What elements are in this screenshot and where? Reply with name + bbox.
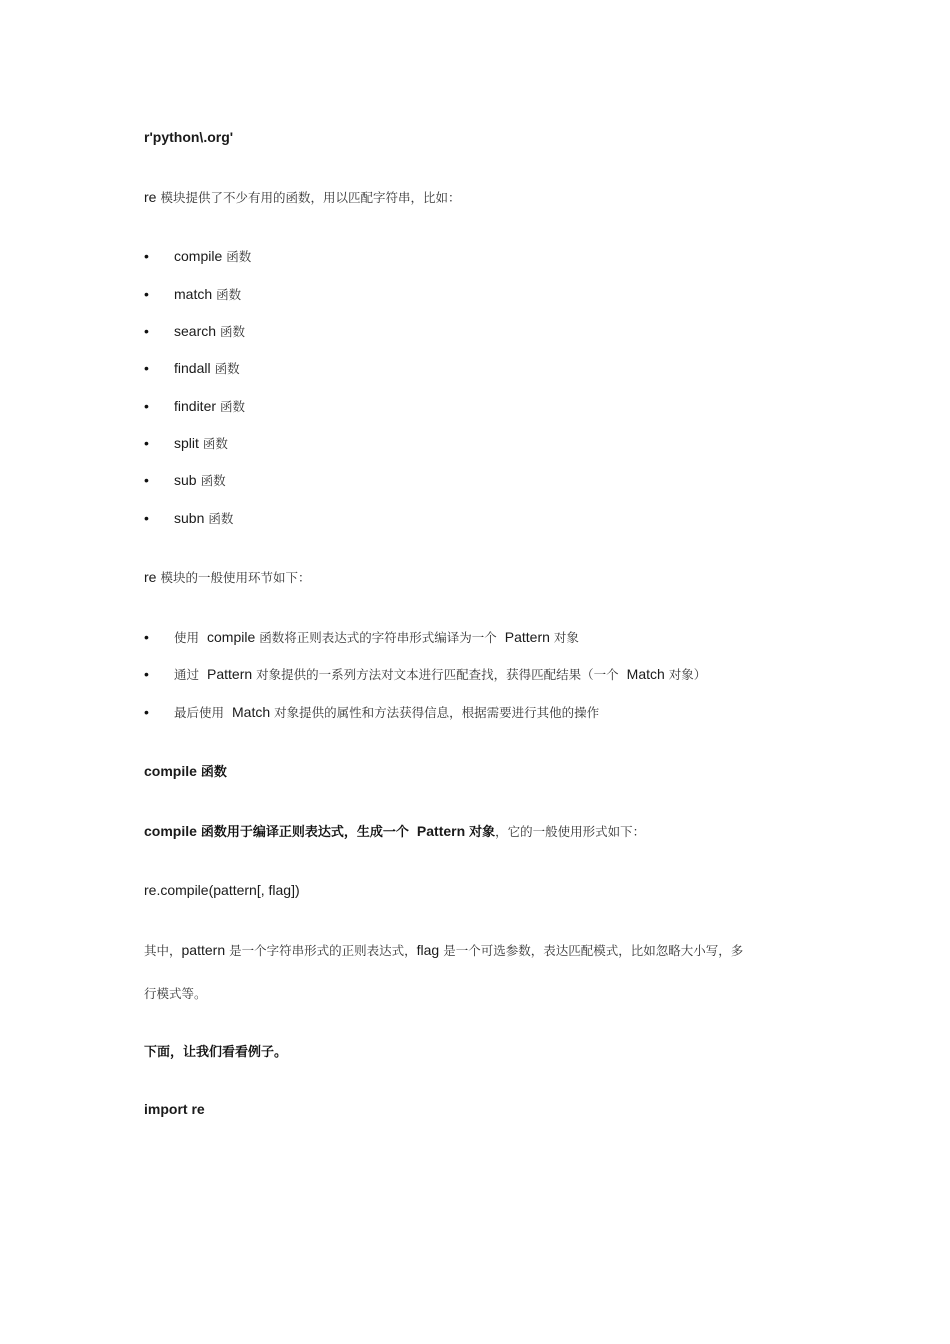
step-keyword: Pattern xyxy=(207,666,253,682)
usage-intro-paragraph xyxy=(144,567,310,588)
intro-text: 模块提供了不少有用的函数，用以匹配字符串，比如： xyxy=(160,190,461,205)
step-keyword: Match xyxy=(626,666,665,682)
function-name: finditer xyxy=(174,398,217,414)
explain-text: 其中， xyxy=(144,943,182,958)
intro-prefix: re xyxy=(144,189,157,205)
desc-latin: compile xyxy=(144,823,197,839)
example-heading xyxy=(144,1041,287,1063)
explain-text: 是一个字符串形式的正则表达式， xyxy=(229,943,417,958)
function-name: match xyxy=(174,286,213,302)
explanation-line-1 xyxy=(144,940,743,961)
function-suffix: 函数 xyxy=(214,361,240,376)
function-name: findall xyxy=(174,360,211,376)
heading-cjk: 函数 xyxy=(200,765,227,780)
section-heading-compile xyxy=(144,761,227,783)
bullet-icon: • xyxy=(144,472,149,488)
function-name: sub xyxy=(174,472,197,488)
function-suffix: 函数 xyxy=(202,436,228,451)
bullet-icon: • xyxy=(144,704,149,720)
usage-intro-text: 模块的一般使用环节如下： xyxy=(160,570,311,585)
compile-signature: re.compile(pattern[, flag]) xyxy=(144,882,300,898)
desc-latin: Pattern xyxy=(416,823,466,839)
bullet-icon: • xyxy=(144,398,149,414)
function-name: split xyxy=(174,435,199,451)
function-name: compile xyxy=(174,248,223,264)
explain-text: 是一个可选参数，表达匹配模式，比如忽略大小写，多 xyxy=(443,943,744,958)
step-text: 使用 xyxy=(174,630,200,645)
function-suffix: 函数 xyxy=(216,287,242,302)
step-text: 对象） xyxy=(668,667,707,682)
intro-paragraph xyxy=(144,187,460,208)
function-name: subn xyxy=(174,510,205,526)
explain-keyword: flag xyxy=(416,942,440,958)
usage-intro-prefix: re xyxy=(144,569,157,585)
desc-tail: ，它的一般使用形式如下： xyxy=(495,824,646,839)
bullet-icon: • xyxy=(144,286,149,302)
example-heading-text: 下面，让我们看看例子。 xyxy=(144,1045,288,1060)
explain-keyword: pattern xyxy=(181,942,226,958)
function-suffix: 函数 xyxy=(220,399,246,414)
bullet-icon: • xyxy=(144,666,149,682)
heading-latin: compile xyxy=(144,763,197,779)
pattern-literal: r'python\.org' xyxy=(144,129,234,145)
bullet-icon: • xyxy=(144,510,149,526)
step-text: 通过 xyxy=(174,667,200,682)
compile-description xyxy=(144,821,645,843)
step-text: 最后使用 xyxy=(174,705,225,720)
step-text: 对象提供的属性和方法获得信息，根据需要进行其他的操作 xyxy=(274,705,600,720)
bullet-icon: • xyxy=(144,629,149,645)
step-keyword: compile xyxy=(207,629,256,645)
desc-cjk: 对象 xyxy=(469,825,496,840)
function-suffix: 函数 xyxy=(226,249,252,264)
step-text: 函数将正则表达式的字符串形式编译为一个 xyxy=(259,630,497,645)
code-import-line: import re xyxy=(144,1101,205,1117)
explanation-line-2 xyxy=(144,983,207,1004)
bullet-icon: • xyxy=(144,248,149,264)
step-text: 对象 xyxy=(553,630,579,645)
step-keyword: Pattern xyxy=(504,629,550,645)
bullet-icon: • xyxy=(144,360,149,376)
desc-cjk: 函数用于编译正则表达式，生成一个 xyxy=(200,825,409,840)
bullet-icon: • xyxy=(144,435,149,451)
explain-text: 行模式等。 xyxy=(144,986,207,1001)
step-keyword: Match xyxy=(232,704,271,720)
function-name: search xyxy=(174,323,217,339)
step-text: 对象提供的一系列方法对文本进行匹配查找，获得匹配结果（一个 xyxy=(256,667,619,682)
function-suffix: 函数 xyxy=(200,473,226,488)
function-suffix: 函数 xyxy=(220,324,246,339)
bullet-icon: • xyxy=(144,323,149,339)
function-suffix: 函数 xyxy=(208,511,234,526)
